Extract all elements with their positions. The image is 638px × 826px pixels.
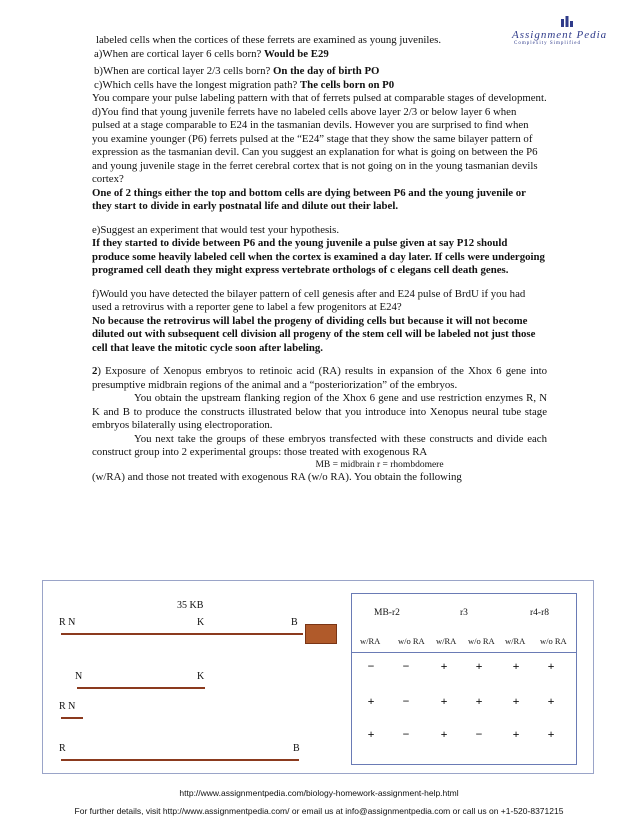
subheader-5: w/RA [505, 636, 526, 646]
question-c-text: c)Which cells have the longest migration path? [94, 78, 298, 91]
answer-e: If they started to divide between P6 and the young juvenile a pulse given at say P12 should produce some heavily labeled cell when the cortex is examined a day later. If cells were undergoing programed cell death they might express vertebrate orthologs of c elegans cell death genes. [92, 237, 545, 276]
region-header-r3: r3 [460, 608, 468, 618]
construct-2-left: N [75, 671, 83, 682]
construct-3-line [61, 717, 83, 719]
question-e: e)Suggest an experiment that would test your hypothesis. [92, 223, 340, 236]
construct-4-line [61, 759, 299, 761]
subheader-4: w/o RA [468, 636, 495, 646]
construct-2-line [77, 687, 205, 689]
question-2-intro [92, 365, 547, 392]
abbreviation-note: MB = midbrain r = rhombdomere [315, 459, 444, 470]
table-cell: + [440, 694, 448, 708]
table-cell: + [475, 694, 483, 708]
reporter-gene-box [305, 624, 337, 644]
footer-contact: For further details, visit http://www.assignmentpedia.com/ or email us at info@assignmentpedia.com or call us on +1-520-8371215 [74, 806, 564, 816]
table-cell: + [547, 727, 555, 741]
table-cell: + [440, 659, 448, 673]
table-cell: + [547, 694, 555, 708]
answer-c: The cells born on P0 [299, 78, 395, 91]
region-header-r4-r8: r4-r8 [530, 608, 549, 618]
question-2-continued: (w/RA) and those not treated with exogenous RA (w/o RA). You obtain the following [92, 470, 462, 483]
subheader-2: w/o RA [398, 636, 425, 646]
footer-link[interactable]: http://www.assignmentpedia.com/biology-homework-assignment-help.html [179, 788, 459, 798]
size-label: 35 KB [177, 600, 204, 611]
answer-a: Would be E29 [263, 47, 329, 60]
construct-4-right: B [293, 743, 300, 754]
logo-name: Assignment Pedia [512, 29, 608, 41]
question-2-intro-text: ) Exposure of Xenopus embryos to retinoic acid (RA) results in expansion of the Xhox 6 gene into presumptive midbrain regions of the animal and a “posteriorization” of the embryos. [92, 365, 547, 391]
question-f: f)Would you have detected the bilayer pattern of cell genesis after and E24 pulse of BrdU if you had used a retrovirus with a reporter gene to label a few progenitors at E24? [92, 287, 526, 313]
table-cell: + [475, 659, 483, 673]
construct-2-mid: K [197, 671, 205, 682]
construct-1-mid: K [197, 617, 205, 628]
results-table [351, 593, 577, 765]
subheader-1: w/RA [360, 636, 381, 646]
question-b [92, 65, 547, 79]
table-cell: + [512, 727, 520, 741]
table-cell: + [440, 727, 448, 741]
table-cell: − [402, 694, 410, 708]
table-cell: + [367, 694, 375, 708]
logo-tagline: Complexity Simplified [514, 41, 581, 46]
answer-b: On the day of birth PO [272, 65, 380, 77]
answer-d: One of 2 things either the top and bottom cells are dying between P6 and the young juvenile or they start to divide in early postnatal life and dilute out their label. [92, 186, 526, 212]
table-cell: − [402, 727, 410, 741]
logo-mark-icon [560, 14, 574, 28]
construct-1-right: B [291, 617, 298, 628]
construct-figure [42, 580, 594, 774]
question-a-text: a)When are cortical layer 6 cells born? [94, 47, 262, 60]
question-2-constructs: You obtain the upstream flanking region of the Xhox 6 gene and use restriction enzymes R, N K and B to produce the constructs illustrated below that you introduce into Xenopus neural tube stage embryos bilaterally using electroporation. [92, 392, 547, 431]
region-header-mb-r2: MB-r2 [374, 608, 400, 618]
table-cell: − [402, 659, 410, 673]
subheader-6: w/o RA [540, 636, 567, 646]
answer-f: No because the retrovirus will label the progeny of dividing cells but because it will not become diluted out with subsequent cell division all progeny of the stem cell will be labeled not just those cell that leave the mitotic cycle soon after labeling. [92, 314, 536, 354]
question-b-text: b)When are cortical layer 2/3 cells born? [94, 65, 271, 77]
table-cell: + [512, 694, 520, 708]
intro-line: labeled cells when the cortices of these ferrets are examined as young juveniles. [96, 34, 442, 46]
table-cell: + [367, 727, 375, 741]
construct-3-left: R N [59, 701, 76, 712]
compare-paragraph: You compare your pulse labeling pattern with that of ferrets pulsed at comparable stages of development. [92, 92, 547, 104]
question-d: d)You find that young juvenile ferrets have no labeled cells above layer 2/3 or below layer 6 when pulsed at a stage comparable to E24 in the tasmanian devils. However you are surprised to find when you examine younger (P6) ferrets pulsed at the “E24” stage that they show the same bilayer pattern of expression as the tasmanian devil. Can you suggest an explanation for what is going on between the P6 and young juvenile stage in the ferret cerebral cortex that is not going on in the young tasmanian devils cortex? [92, 105, 538, 185]
subheader-3: w/RA [436, 636, 457, 646]
question-2-groups: You next take the groups of these embryos transfected with these constructs and divide each construct group into 2 experimental groups: those treated with exogenous RA [92, 432, 547, 458]
table-cell: + [547, 659, 555, 673]
table-cell: + [512, 659, 520, 673]
construct-1-line [61, 633, 303, 635]
table-cell: − [367, 659, 375, 673]
question-c [92, 79, 547, 93]
question-a [92, 48, 547, 62]
header-separator [352, 652, 576, 653]
construct-4-left: R [59, 743, 66, 754]
document-body [92, 34, 547, 484]
table-cell: − [475, 727, 483, 741]
question-2-number: 2 [92, 365, 98, 377]
construct-1-left: R N [59, 617, 76, 628]
